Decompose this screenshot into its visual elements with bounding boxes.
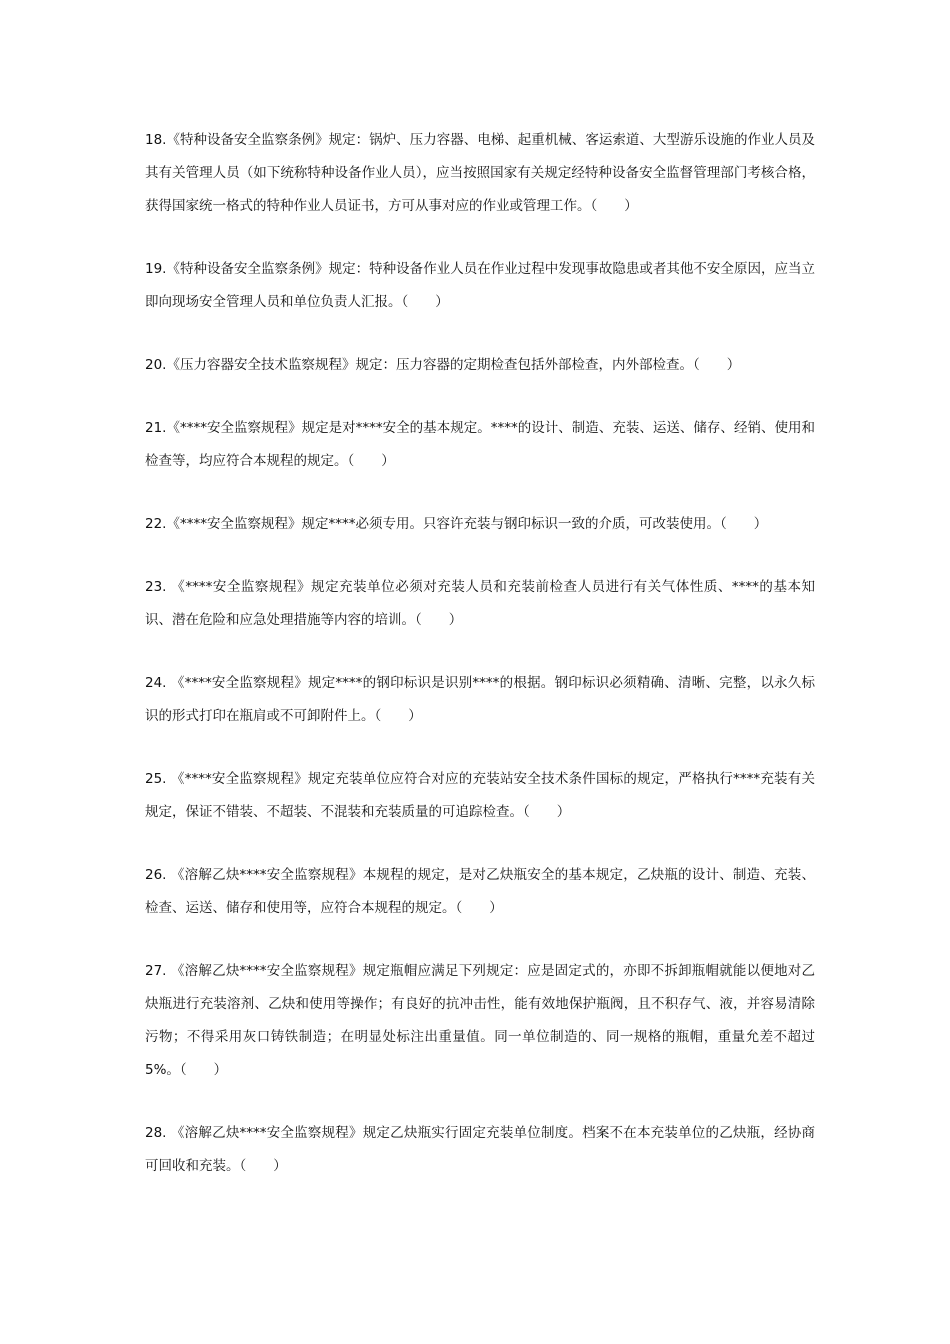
question-27: 27. 《溶解乙炔****安全监察规程》规定瓶帽应满足下列规定：应是固定式的，亦即不拆卸瓶帽就能以便地对乙炔瓶进行充装溶剂、乙炔和使用等操作；有良好的抗冲击性，能有效地保护瓶阀，且不积存气、液，并容易清除污物；不得采用灰口铸铁制造；在明显处标注出重量值。同一单位制造的、同一规格的瓶帽，重量允差不超过 5%。（ ） [145, 963, 815, 1078]
question-25: 25. 《****安全监察规程》规定充装单位应符合对应的充装站安全技术条件国标的规定，严格执行****充装有关规定，保证不错装、不超装、不混装和充装质量的可追踪检查。（ ） [145, 771, 815, 820]
question-22: 22.《****安全监察规程》规定****必须专用。只容许充装与钢印标识一致的介质，可改装使用。（ ） [145, 516, 768, 532]
question-26: 26. 《溶解乙炔****安全监察规程》本规程的规定，是对乙炔瓶安全的基本规定，乙炔瓶的设计、制造、充装、检查、运送、储存和使用等，应符合本规程的规定。（ ） [145, 867, 815, 916]
question-23: 23. 《****安全监察规程》规定充装单位必须对充装人员和充装前检查人员进行有关气体性质、****的基本知识、潜在危险和应急处理措施等内容的培训。（ ） [145, 579, 815, 628]
question-28: 28. 《溶解乙炔****安全监察规程》规定乙炔瓶实行固定充装单位制度。档案不在本充装单位的乙炔瓶，经协商可回收和充装。（ ） [145, 1125, 815, 1174]
question-20: 20.《压力容器安全技术监察规程》规定：压力容器的定期检查包括外部检查，内外部检查。（ ） [145, 357, 741, 373]
question-list [145, 124, 815, 1213]
question-21: 21.《****安全监察规程》规定是对****安全的基本规定。****的设计、制造、充装、运送、储存、经销、使用和检查等，均应符合本规程的规定。（ ） [145, 420, 815, 469]
question-19: 19.《特种设备安全监察条例》规定：特种设备作业人员在作业过程中发现事故隐患或者其他不安全原因，应当立即向现场安全管理人员和单位负责人汇报。（ ） [145, 261, 815, 310]
question-18: 18.《特种设备安全监察条例》规定：锅炉、压力容器、电梯、起重机械、客运索道、大型游乐设施的作业人员及其有关管理人员（如下统称特种设备作业人员），应当按照国家有关规定经特种设备安全监督管理部门考核合格，获得国家统一格式的特种作业人员证书，方可从事对应的作业或管理工作。（ ） [145, 132, 815, 214]
question-24: 24. 《****安全监察规程》规定****的钢印标识是识别****的根据。钢印标识必须精确、清晰、完整，以永久标识的形式打印在瓶肩或不可卸附件上。（ ） [145, 675, 815, 724]
